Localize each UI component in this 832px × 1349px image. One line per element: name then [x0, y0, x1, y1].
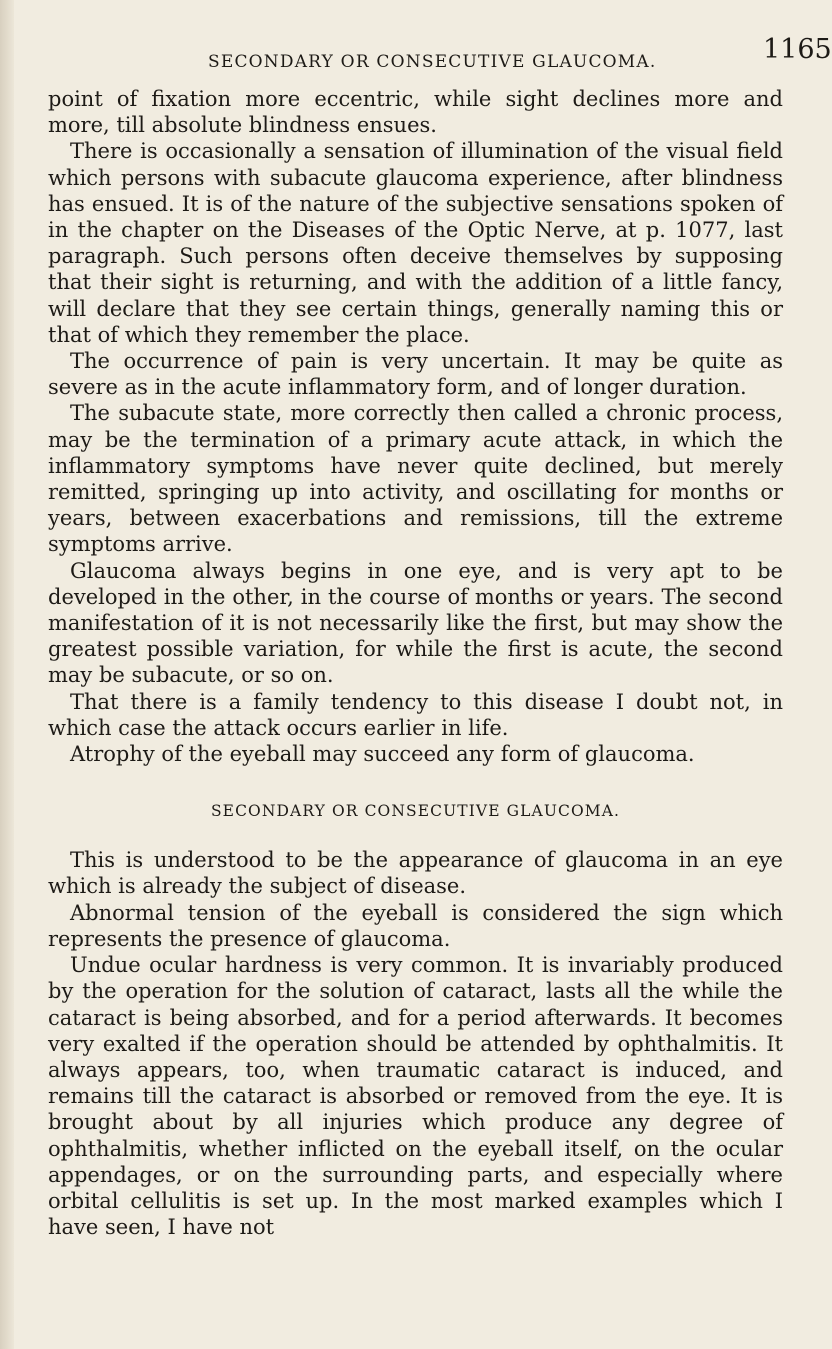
- paragraph: Undue ocular hardness is very common. It is invariably produced by the operation for the solution of cataract, lasts all the while the cataract is being absorbed, and for a period afterwards. It becomes very exalted if the operation should be attended by ophthalmitis. It always appears, too, when traumatic cataract is induced, and remains till the cataract is absorbed or removed from the eye. It is brought about by all injuries which produce any degree of ophthalmitis, whether inflicted on the eyeball itself, on the ocular appendages, or on the surrounding parts, and especially where orbital cellulitis is set up. In the most marked examples which I have seen, I have not: [48, 953, 783, 1240]
- paragraph: Glaucoma always begins in one eye, and is very apt to be developed in the other, in the course of months or years. The second manifestation of it is not necessarily like the first, but may show the greatest possible variation, for while the first is acute, the second may be subacute, or so on.: [48, 558, 783, 688]
- page-header: [48, 0, 832, 86]
- paragraph: Atrophy of the eyeball may succeed any form of glaucoma.: [70, 742, 695, 767]
- section-heading: SECONDARY OR CONSECUTIVE GLAUCOMA.: [210, 802, 621, 821]
- paragraph: Abnormal tension of the eyeball is considered the sign which represents the presence of glaucoma.: [48, 900, 783, 951]
- page-edge-shadow: [0, 0, 14, 1349]
- paragraph: The occurrence of pain is very uncertain. It may be quite as severe as in the acute inflammatory form, and of longer duration.: [48, 349, 783, 400]
- page-number: 1165: [763, 34, 832, 65]
- paragraph: The subacute state, more correctly then called a chronic process, may be the termination of a primary acute attack, in which the inflammatory symptoms have never quite declined, but merely remitted, springing up into activity, and oscillating for months or years, between exacerbations and remissions, till the extreme symptoms arrive.: [48, 401, 783, 557]
- paragraph: point of fixation more eccentric, while sight declines more and more, till absolute blindness ensues.: [48, 87, 783, 138]
- paragraph: There is occasionally a sensation of illumination of the visual field which persons with subacute glaucoma experience, after blindness has ensued. It is of the nature of the subjective sensations spoken of in the chapter on the Diseases of the Optic Nerve, at p. 1077, last paragraph. Such persons often deceive themselves by supposing that their sight is returning, and with the addition of a little fancy, will declare that they see certain things, generally naming this or that of which they remember the place.: [48, 139, 783, 347]
- running-head: SECONDARY OR CONSECUTIVE GLAUCOMA.: [208, 52, 657, 72]
- paragraph: This is understood to be the appearance of glaucoma in an eye which is already the subject of disease.: [48, 848, 783, 899]
- body-text: [48, 86, 783, 1240]
- paragraph: That there is a family tendency to this disease I doubt not, in which case the attack occurs earlier in life.: [48, 689, 783, 740]
